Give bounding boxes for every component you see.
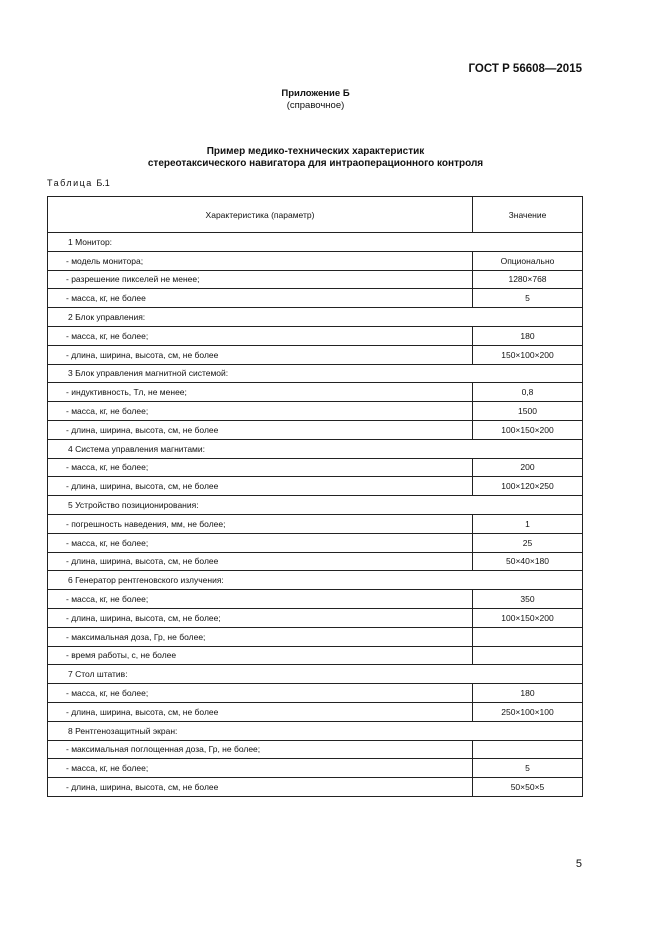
column-header-value: Значение — [473, 197, 583, 233]
table-row — [48, 627, 583, 646]
table-label — [47, 178, 110, 188]
value-cell: 180 — [473, 684, 583, 703]
value-cell: 50×50×5 — [473, 778, 583, 797]
parameter-cell: - погрешность наведения, мм, не более; — [48, 514, 473, 533]
parameter-cell: - длина, ширина, высота, см, не более — [48, 420, 473, 439]
table-row — [48, 533, 583, 552]
table-group-row — [48, 496, 583, 515]
value-cell: 180 — [473, 326, 583, 345]
table-group-row — [48, 308, 583, 327]
value-cell: 25 — [473, 533, 583, 552]
parameter-cell: - максимальная доза, Гр, не более; — [48, 627, 473, 646]
value-cell: 100×150×200 — [473, 420, 583, 439]
table-row — [48, 552, 583, 571]
table-group-row — [48, 665, 583, 684]
parameter-cell: - длина, ширина, высота, см, не более — [48, 552, 473, 571]
table-row — [48, 759, 583, 778]
table-row — [48, 684, 583, 703]
parameter-cell: - масса, кг, не более; — [48, 590, 473, 609]
value-cell: 350 — [473, 590, 583, 609]
table-row — [48, 420, 583, 439]
table-group-row — [48, 364, 583, 383]
value-cell: 5 — [473, 289, 583, 308]
table-row — [48, 289, 583, 308]
group-heading-cell: 1 Монитор: — [48, 233, 583, 252]
parameter-cell: - масса, кг, не более; — [48, 684, 473, 703]
parameter-cell: - длина, ширина, высота, см, не более; — [48, 608, 473, 627]
document-title-line-2: стереотаксического навигатора для интраоперационного контроля — [147, 158, 484, 169]
table-row — [48, 646, 583, 665]
table-group-row — [48, 439, 583, 458]
value-cell: 100×120×250 — [473, 477, 583, 496]
table-row — [48, 345, 583, 364]
table-row — [48, 402, 583, 421]
value-cell: 100×150×200 — [473, 608, 583, 627]
document-title-line-1: Пример медико-технических характеристик — [206, 146, 425, 157]
parameter-cell: - масса, кг, не более; — [48, 326, 473, 345]
table-row — [48, 326, 583, 345]
value-cell: 50×40×180 — [473, 552, 583, 571]
parameter-cell: - масса, кг, не более; — [48, 759, 473, 778]
table-row — [48, 477, 583, 496]
table-row — [48, 383, 583, 402]
table-row — [48, 702, 583, 721]
group-heading-cell: 6 Генератор рентгеновского излучения: — [48, 571, 583, 590]
value-cell: 150×100×200 — [473, 345, 583, 364]
parameter-cell: - время работы, с, не более — [48, 646, 473, 665]
table-label-word: Таблица — [47, 178, 93, 188]
table-row — [48, 778, 583, 797]
table-row — [48, 270, 583, 289]
parameter-cell: - разрешение пикселей не менее; — [48, 270, 473, 289]
value-cell: 0,8 — [473, 383, 583, 402]
parameter-cell: - длина, ширина, высота, см, не более — [48, 345, 473, 364]
group-heading-cell: 5 Устройство позиционирования: — [48, 496, 583, 515]
parameter-cell: - длина, ширина, высота, см, не более — [48, 702, 473, 721]
group-heading-cell: 3 Блок управления магнитной системой: — [48, 364, 583, 383]
group-heading-cell: 7 Стол штатив: — [48, 665, 583, 684]
parameter-cell: - индуктивность, Тл, не менее; — [48, 383, 473, 402]
table-row — [48, 590, 583, 609]
value-cell: 1280×768 — [473, 270, 583, 289]
value-cell: 250×100×100 — [473, 702, 583, 721]
parameter-cell: - масса, кг, не более; — [48, 402, 473, 421]
parameter-cell: - масса, кг, не более; — [48, 533, 473, 552]
table-row — [48, 458, 583, 477]
parameter-cell: - масса, кг, не более; — [48, 458, 473, 477]
table-body — [48, 233, 583, 797]
page-number: 5 — [575, 858, 582, 870]
table-group-row — [48, 721, 583, 740]
value-cell: 1500 — [473, 402, 583, 421]
parameter-cell: - масса, кг, не более — [48, 289, 473, 308]
parameter-cell: - длина, ширина, высота, см, не более — [48, 477, 473, 496]
table-group-row — [48, 571, 583, 590]
value-cell — [473, 627, 583, 646]
table-group-row — [48, 233, 583, 252]
table-row — [48, 608, 583, 627]
characteristics-table — [47, 196, 583, 797]
group-heading-cell: 8 Рентгенозащитный экран: — [48, 721, 583, 740]
standard-number: ГОСТ Р 56608—2015 — [468, 63, 582, 75]
value-cell: 200 — [473, 458, 583, 477]
parameter-cell: - длина, ширина, высота, см, не более — [48, 778, 473, 797]
value-cell: Опционально — [473, 251, 583, 270]
appendix-subtitle: (справочное) — [286, 100, 345, 111]
table-header-row — [48, 197, 583, 233]
value-cell: 1 — [473, 514, 583, 533]
parameter-cell: - модель монитора; — [48, 251, 473, 270]
parameter-cell: - максимальная поглощенная доза, Гр, не более; — [48, 740, 473, 759]
group-heading-cell: 2 Блок управления: — [48, 308, 583, 327]
table-row — [48, 251, 583, 270]
value-cell — [473, 646, 583, 665]
value-cell: 5 — [473, 759, 583, 778]
group-heading-cell: 4 Система управления магнитами: — [48, 439, 583, 458]
column-header-parameter: Характеристика (параметр) — [48, 197, 473, 233]
appendix-title: Приложение Б — [281, 88, 350, 99]
value-cell — [473, 740, 583, 759]
table-label-number: Б.1 — [96, 178, 110, 188]
table-row — [48, 740, 583, 759]
table-row — [48, 514, 583, 533]
